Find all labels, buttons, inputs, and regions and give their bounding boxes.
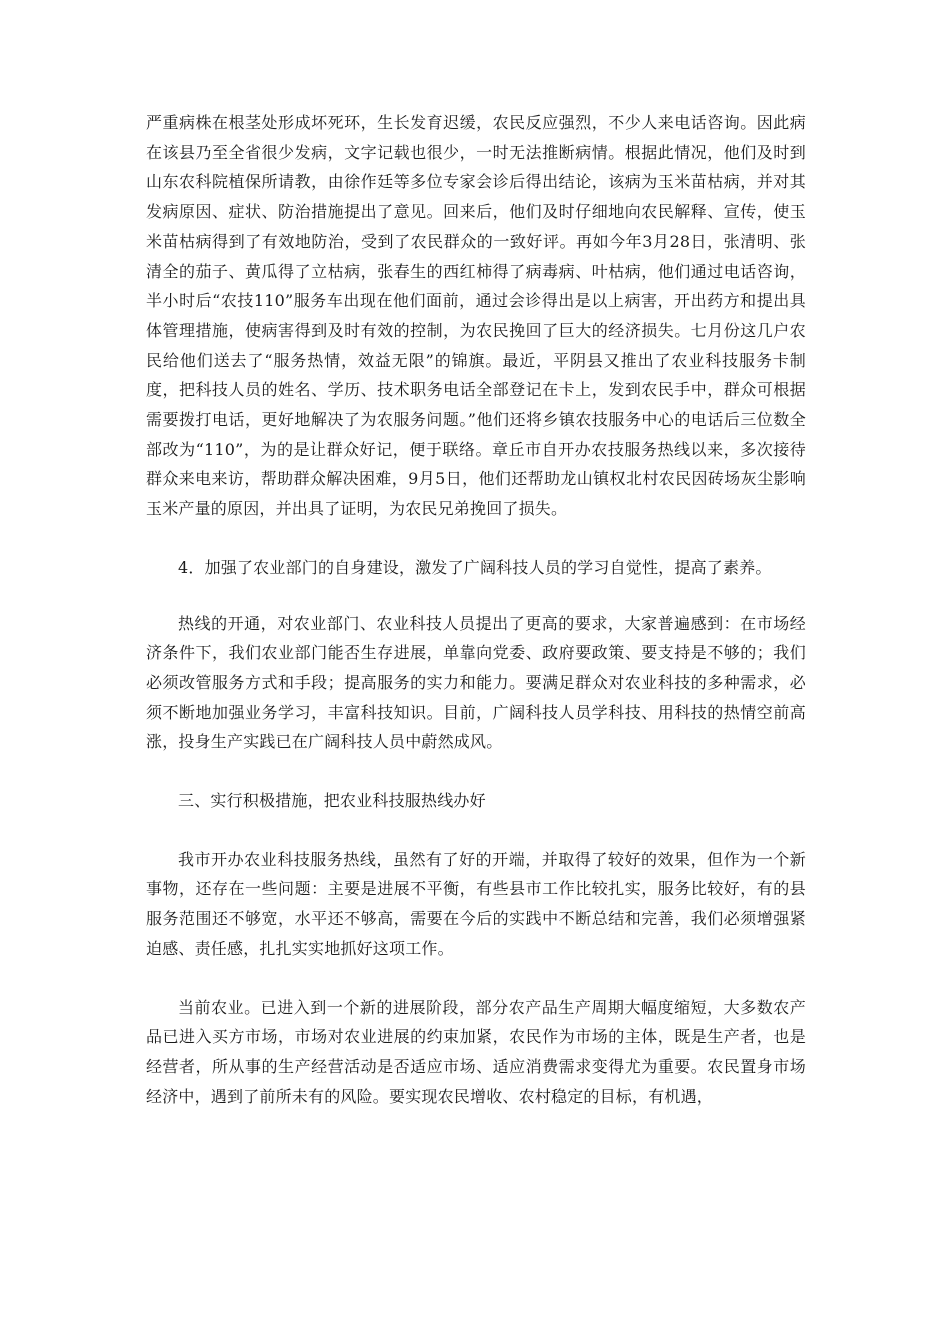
paragraph-5: 我市开办农业科技服务热线，虽然有了好的开端，并取得了较好的效果，但作为一个新事物，还存在一些问题：主要是进展不平衡，有些县市工作比较扎实，服务比较好，有的县服务范围还不够宽，水平还不够高，需要在今后的实践中不断总结和完善，我们必须增强紧迫感、责任感，扎扎实实地抓好这项工作。 — [146, 849, 806, 958]
paragraph-2-heading: 4．加强了农业部门的自身建设，激发了广阔科技人员的学习自觉性，提高了素养。 — [178, 557, 772, 577]
paragraph-6: 当前农业。已进入到一个新的进展阶段，部分农产品生产周期大幅度缩短，大多数农产品已进入买方市场，市场对农业进展的约束加紧，农民作为市场的主体，既是生产者，也是经营者，所从事的生产经营活动是否适应市场、适应消费需求变得尤为重要。农民置身市场经济中，遇到了前所未有的风险。要实现农民增收、农村稳定的目标，有机遇， — [146, 997, 806, 1106]
paragraph-1: 严重病株在根茎处形成坏死环，生长发育迟缓，农民反应强烈，不少人来电话咨询。因此病在该县乃至全省很少发病，文字记载也很少，一时无法推断病情。根据此情况，他们及时到山东农科院植保所请教，由徐作廷等多位专家会诊后得出结论，该病为玉米苗枯病，并对其发病原因、症状、防治措施提出了意见。回来后，他们及时仔细地向农民解释、宣传，使玉米苗枯病得到了有效地防治，受到了农民群众的一致好评。再如今年3月28日，张清明、张清全的茄子、黄瓜得了立枯病，张春生的西红柿得了病毒病、叶枯病，他们通过电话咨询，半小时后“农技110”服务车出现在他们面前，通过会诊得出是以上病害，开出药方和提出具体管理措施，使病害得到及时有效的控制，为农民挽回了巨大的经济损失。七月份这几户农民给他们送去了“服务热情，效益无限”的锦旗。最近，平阴县又推出了农业科技服务卡制度，把科技人员的姓名、学历、技术职务电话全部登记在卡上，发到农民手中，群众可根据需要拨打电话，更好地解决了为农服务问题。”他们还将乡镇农技服务中心的电话后三位数全部改为“110”，为的是让群众好记，便于联络。章丘市自开办农技服务热线以来，多次接待群众来电来访，帮助群众解决困难，9月5日，他们还帮助龙山镇权北村农民因砖场灰尘影响玉米产量的原因，并出具了证明，为农民兄弟挽回了损失。 — [146, 113, 806, 519]
paragraph-3: 热线的开通，对农业部门、农业科技人员提出了更高的要求，大家普遍感到：在市场经济条件下，我们农业部门能否生存进展，单靠向党委、政府要政策、要支持是不够的；我们必须改管服务方式和手段；提高服务的实力和能力。要满足群众对农业科技的多种需求，必须不断地加强业务学习，丰富科技知识。目前，广阔科技人员学科技、用科技的热情空前高涨，投身生产实践已在广阔科技人员中蔚然成风。 — [146, 613, 806, 752]
document-page — [146, 108, 806, 1111]
section-heading-3: 三、实行积极措施，把农业科技服热线办好 — [178, 791, 486, 811]
